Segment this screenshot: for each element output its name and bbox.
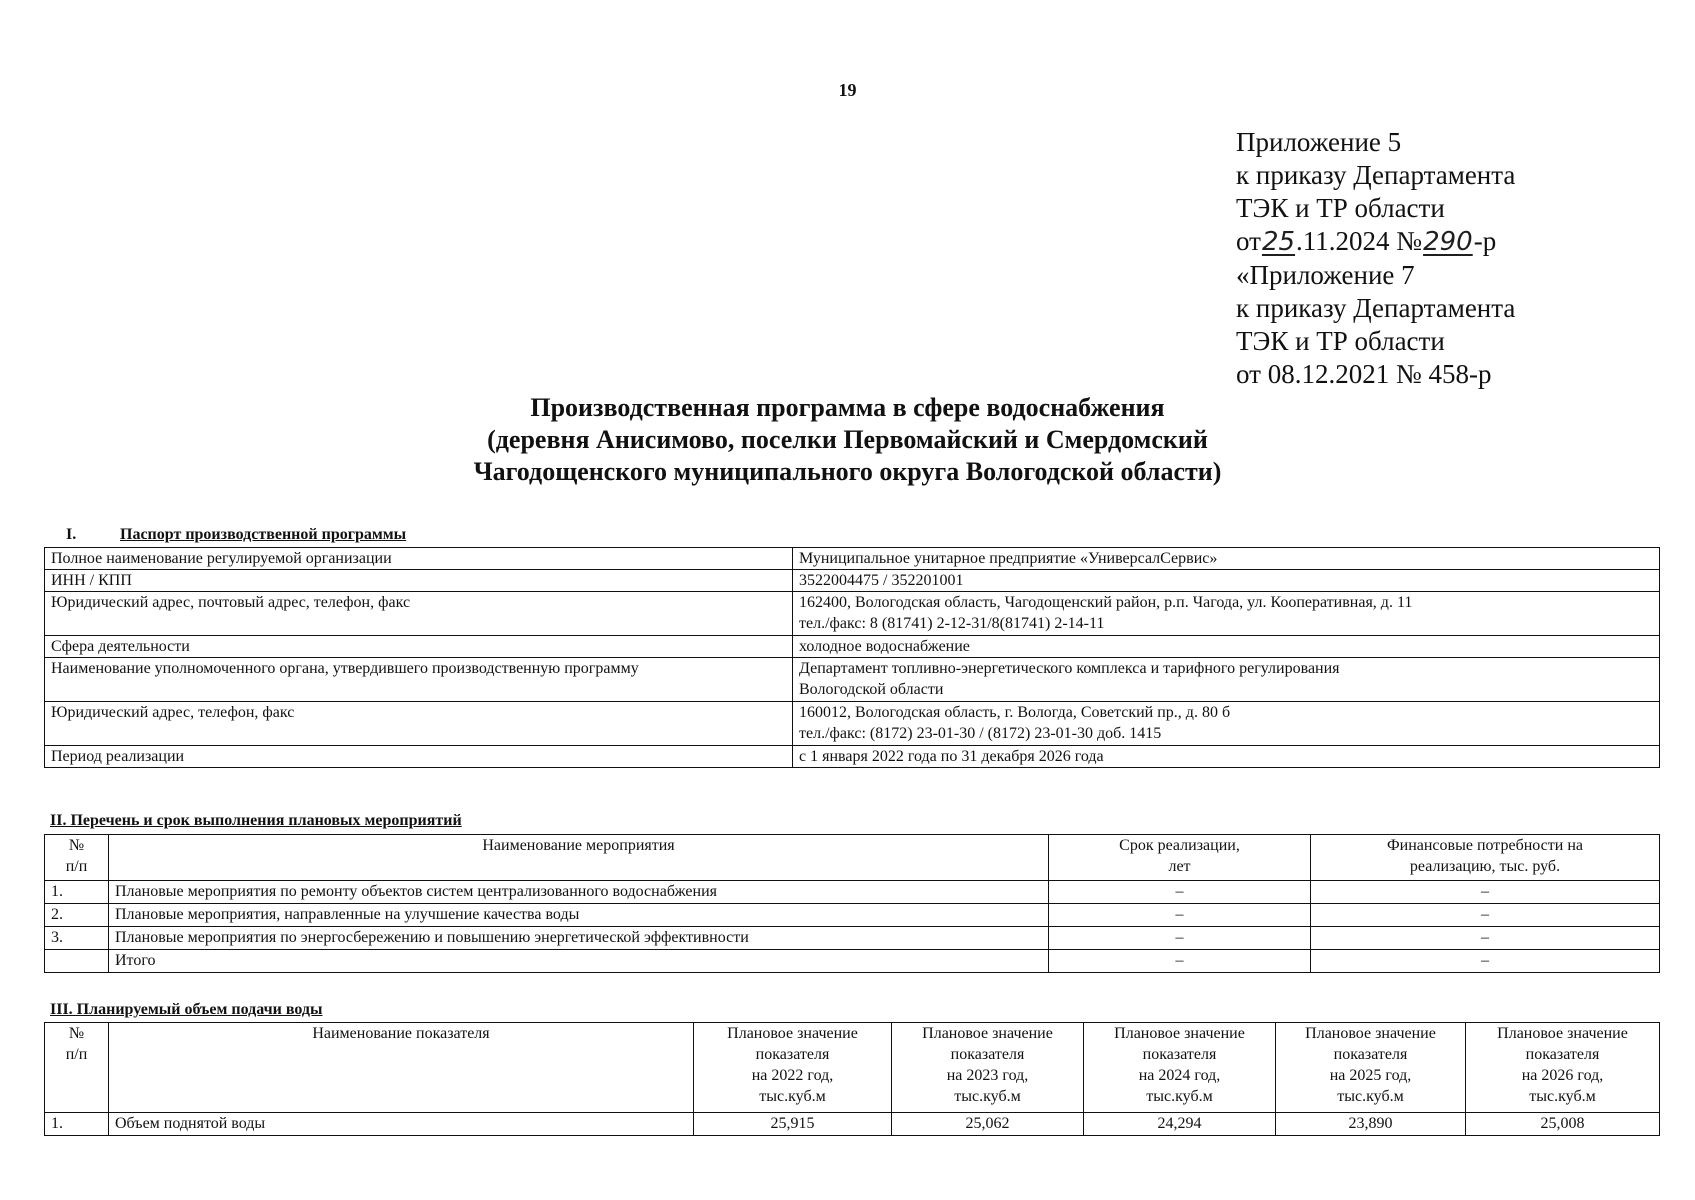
section2-heading: II. Перечень и срок выполнения плановых мероприятий: [50, 812, 462, 829]
measure-finance: –: [1311, 904, 1660, 927]
header-line: на 2026 год,: [1521, 1067, 1604, 1084]
approval-date-suffix: -р: [1473, 226, 1497, 256]
column-header-finance: [1311, 835, 1660, 881]
value-2026: 25,008: [1466, 1113, 1660, 1136]
table-row: [45, 592, 1660, 636]
header-line: показателя: [1525, 1046, 1600, 1063]
header-line: п/п: [65, 1046, 88, 1063]
table-row: [45, 636, 1660, 658]
column-header-year-2024: [1084, 1023, 1276, 1113]
header-line: на 2025 год,: [1329, 1067, 1412, 1084]
measure-finance: –: [1311, 881, 1660, 904]
measure-term: –: [1049, 881, 1311, 904]
passport-value-line: тел./факс: 8 (81741) 2-12-31/8(81741) 2-14-11: [799, 615, 1105, 632]
measures-table: [44, 834, 1660, 973]
document-title: [0, 392, 1695, 488]
header-line: Плановое значение: [1114, 1025, 1245, 1042]
passport-label: ИНН / КПП: [45, 570, 793, 592]
passport-value-line: 160012, Вологодская область, г. Вологда, Советский пр., д. 80 б: [799, 704, 1231, 721]
table-row: [45, 1113, 1660, 1136]
header-line: на 2023 год,: [946, 1067, 1029, 1084]
value-2024: 24,294: [1084, 1113, 1276, 1136]
header-line: Финансовые потребности на: [1387, 837, 1583, 854]
approval-stamp-block: [1236, 126, 1515, 391]
table-row: [45, 881, 1660, 904]
passport-label: Период реализации: [45, 746, 793, 768]
header-line: на 2024 год,: [1138, 1067, 1221, 1084]
value-2022: 25,915: [694, 1113, 892, 1136]
header-line: тыс.куб.м: [1337, 1088, 1404, 1105]
passport-value-line: Департамент топливно-энергетического комплекса и тарифного регулирования: [799, 660, 1340, 677]
passport-table: [44, 547, 1660, 768]
indicator-name: Объем поднятой воды: [109, 1113, 694, 1136]
approval-line: ТЭК и ТР области: [1236, 326, 1445, 356]
table-row: [45, 746, 1660, 768]
passport-label: Юридический адрес, телефон, факс: [45, 702, 793, 746]
handwritten-order-number: 290: [1423, 227, 1473, 257]
header-line: лет: [1168, 858, 1191, 875]
measure-finance: –: [1311, 927, 1660, 950]
header-line: Плановое значение: [922, 1025, 1053, 1042]
measure-name: Итого: [109, 950, 1049, 973]
passport-value-line: тел./факс: (8172) 23-01-30 / (8172) 23-01-30 доб. 1415: [799, 725, 1162, 742]
column-header-year-2025: [1276, 1023, 1466, 1113]
approval-date-middle: .11.2024 №: [1296, 226, 1423, 256]
document-title-line: Производственная программа в сфере водоснабжения: [530, 393, 1165, 422]
column-header-indicator: Наименование показателя: [109, 1023, 694, 1113]
approval-line: ТЭК и ТР области: [1236, 193, 1445, 223]
passport-label: Юридический адрес, почтовый адрес, телефон, факс: [45, 592, 793, 636]
water-volume-table: [44, 1022, 1660, 1136]
page-number: 19: [838, 80, 857, 100]
table-row: [45, 548, 1660, 570]
header-line: показателя: [755, 1046, 830, 1063]
header-line: показателя: [950, 1046, 1025, 1063]
handwritten-day: 25: [1261, 227, 1296, 257]
measure-term: –: [1049, 927, 1311, 950]
header-line: п/п: [65, 858, 88, 875]
header-line: тыс.куб.м: [759, 1088, 826, 1105]
passport-label: Сфера деятельности: [45, 636, 793, 658]
document-title-line: (деревня Анисимово, поселки Первомайский и Смердомский: [487, 425, 1208, 454]
row-number: 3.: [45, 927, 109, 950]
header-line: показателя: [1142, 1046, 1217, 1063]
passport-value: холодное водоснабжение: [793, 636, 1660, 658]
passport-value-line: 162400, Вологодская область, Чагодощенский район, р.п. Чагода, ул. Кооперативная, д. 11: [799, 594, 1413, 611]
value-2025: 23,890: [1276, 1113, 1466, 1136]
table-row: [45, 702, 1660, 746]
approval-date-line: [1236, 225, 1515, 259]
approval-date-prefix: от: [1236, 226, 1261, 256]
passport-value: с 1 января 2022 года по 31 декабря 2026 года: [793, 746, 1660, 768]
column-header-num: [45, 835, 109, 881]
measure-term: –: [1049, 950, 1311, 973]
measure-name: Плановые мероприятия по энергосбережению и повышению энергетической эффективности: [109, 927, 1049, 950]
column-header-year-2022: [694, 1023, 892, 1113]
header-line: показателя: [1333, 1046, 1408, 1063]
approval-line: к приказу Департамента: [1236, 293, 1516, 323]
column-header-name: Наименование мероприятия: [109, 835, 1049, 881]
table-row: [45, 658, 1660, 702]
section3-heading: III. Планируемый объем подачи воды: [50, 1001, 323, 1018]
table-row: [45, 570, 1660, 592]
table-row: [45, 927, 1660, 950]
header-line: реализацию, тыс. руб.: [1409, 858, 1561, 875]
measure-name: Плановые мероприятия по ремонту объектов систем централизованного водоснабжения: [109, 881, 1049, 904]
column-header-term: [1049, 835, 1311, 881]
header-line: тыс.куб.м: [1529, 1088, 1596, 1105]
section1-heading-text: Паспорт производственной программы: [120, 526, 407, 543]
passport-label: Наименование уполномоченного органа, утвердившего производственную программу: [45, 658, 793, 702]
passport-value: [793, 702, 1660, 746]
value-2023: 25,062: [892, 1113, 1084, 1136]
passport-value-line: Вологодской области: [799, 681, 944, 698]
header-line: тыс.куб.м: [954, 1088, 1021, 1105]
approval-line: Приложение 5: [1236, 127, 1402, 157]
header-line: Плановое значение: [1497, 1025, 1628, 1042]
table-header-row: [45, 835, 1660, 881]
section1-heading: [66, 526, 406, 544]
header-line: Плановое значение: [727, 1025, 858, 1042]
header-line: на 2022 год,: [751, 1067, 834, 1084]
table-header-row: [45, 1023, 1660, 1113]
measure-term: –: [1049, 904, 1311, 927]
measure-finance: –: [1311, 950, 1660, 973]
table-row: [45, 950, 1660, 973]
header-line: тыс.куб.м: [1146, 1088, 1213, 1105]
header-line: №: [68, 1025, 85, 1042]
table-row: [45, 904, 1660, 927]
measure-name: Плановые мероприятия, направленные на улучшение качества воды: [109, 904, 1049, 927]
header-line: Срок реализации,: [1119, 837, 1240, 854]
column-header-year-2023: [892, 1023, 1084, 1113]
header-line: №: [68, 837, 85, 854]
row-number: 2.: [45, 904, 109, 927]
passport-value: [793, 592, 1660, 636]
column-header-year-2026: [1466, 1023, 1660, 1113]
header-line: Плановое значение: [1305, 1025, 1436, 1042]
approval-line: к приказу Департамента: [1236, 160, 1516, 190]
passport-value: Муниципальное унитарное предприятие «УниверсалСервис»: [793, 548, 1660, 570]
column-header-num: [45, 1023, 109, 1113]
passport-value: [793, 658, 1660, 702]
document-title-line: Чагодощенского муниципального округа Вологодской области): [473, 457, 1222, 486]
passport-label: Полное наименование регулируемой организации: [45, 548, 793, 570]
approval-line: «Приложение 7: [1236, 260, 1415, 290]
passport-value: 3522004475 / 352201001: [793, 570, 1660, 592]
approval-line: от 08.12.2021 № 458-р: [1236, 359, 1492, 389]
row-number: 1.: [45, 881, 109, 904]
row-number: 1.: [45, 1113, 109, 1136]
row-number: [45, 950, 109, 973]
section1-roman: I.: [66, 526, 77, 543]
